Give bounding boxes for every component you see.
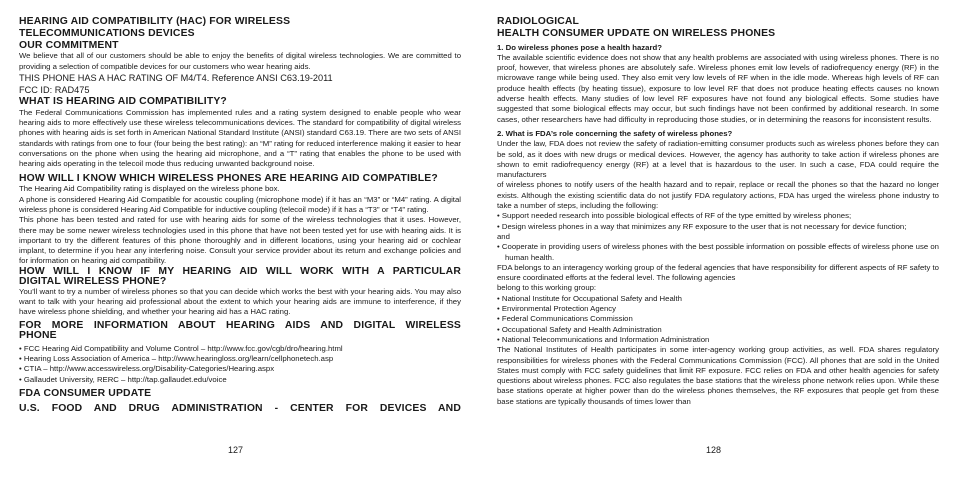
belong-text: belong to this working group: [497, 283, 597, 293]
work-paragraph: You’ll want to try a number of wireless phones so that you can decide which works the best with your hearing aids. You may also want to talk with your hearing aid professional about the extent to which your hearing aids are immune to interference, if they have wireless phone shielding, and whether your hearing aid has a HAC rating. [19, 286, 461, 317]
left-page [19, 16, 461, 414]
how-know-paragraph-2: A phone is considered Hearing Aid Compatible for acoustic coupling (microphone mode) if it has an “M3” or “M4” rating. A digital wireless phone is considered Hearing Aid Compatible for inductive coupling (telecoil mode) if it has a “T3” or “T4” rating. [19, 194, 461, 214]
hac-title-line-1: HEARING AID COMPATIBILITY (HAC) FOR WIRELESS [19, 16, 291, 27]
health-update-heading: HEALTH CONSUMER UPDATE ON WIRELESS PHONES [497, 27, 776, 39]
answer-2-paragraph-2: of wireless phones to notify users of the health hazard and to repair, replace or recall the phones so that the hazard no longer exists. Although the existing scientific data do not justify FDA regulatory actions, FDA has urged the wireless phone industry to take a number of steps, including the following: [497, 180, 939, 211]
more-info-heading-line-2: PHONE [19, 329, 57, 341]
step-item-research: • Support needed research into possible biological effects of RF of the type emitted by wireless phones; [497, 211, 852, 221]
page-number-right: 128 [706, 445, 722, 455]
link-item-fcc: • FCC Hearing Aid Compatibility and Volume Control – http://www.fcc.gov/cgb/dro/hearing.html [19, 343, 343, 353]
work-heading-line-2: DIGITAL WIRELESS PHONE? [19, 275, 167, 287]
radiological-heading: RADIOLOGICAL [497, 16, 580, 27]
commitment-heading: OUR COMMITMENT [19, 39, 119, 51]
what-is-paragraph: The Federal Communications Commission has implemented rules and a rating system designed to enable people who wear hearing aids to more effectively use these wireless telecommunications devices. The standard for compatibility of digital wireless phones with hearing aids is set forth in American National Standard Institute (ANSI) standard C63.19. There are two sets of ANSI standards with ratings from one to four (four being the best rating): an “M” rating for reduced interference making it easier to hear conversations on the phone when using the hearing aid microphone, and a “T” rating that enables the phone to be used with hearing aids operating in the telecoil mode thus reducing unwanted background noise. [19, 107, 461, 169]
question-1: 1. Do wireless phones pose a health hazard? [497, 42, 662, 52]
link-item-gallaudet: • Gallaudet University, RERC – http://tap.gallaudet.edu/voice [19, 374, 227, 384]
how-know-paragraph-3: This phone has been tested and rated for use with hearing aids for some of the wireless technologies that it uses. However, there may be some newer wireless technologies used in this phone that have not been tested yet for use with hearing aids. It is important to try the different features of this phone thoroughly and in different locations, using your hearing aid or cochlear implant, to determine if you hear any interfering noise. Consult your service provider about its return and exchange policies and for information on hearing aid compatibility. [19, 215, 461, 266]
link-item-ctia: • CTIA – http://www.accesswireless.org/Disability-Categories/Hearing.aspx [19, 364, 275, 374]
work-heading-line-1: HOW WILL I KNOW IF MY HEARING AID WILL WORK WITH A PARTICULAR [19, 265, 461, 277]
agency-item-ntia: • National Telecommunications and Information Administration [497, 334, 710, 344]
agency-item-epa: • Environmental Protection Agency [497, 304, 617, 314]
how-know-paragraph-1: The Hearing Aid Compatibility rating is displayed on the wireless phone box. [19, 184, 280, 194]
agency-item-osha: • Occupational Safety and Health Administration [497, 324, 662, 334]
how-know-heading: HOW WILL I KNOW WHICH WIRELESS PHONES ARE HEARING AID COMPATIBLE? [19, 172, 438, 184]
what-is-heading: WHAT IS HEARING AID COMPATIBILITY? [19, 95, 227, 107]
step-item-design: • Design wireless phones in a way that minimizes any RF exposure to the user that is not necessary for device function; [497, 221, 907, 231]
step-item-cooperate: • Cooperate in providing users of wireless phones with the best possible information on possible effects of wireless phone use on human health. [497, 242, 939, 262]
more-info-heading-line-1: FOR MORE INFORMATION ABOUT HEARING AIDS AND DIGITAL WIRELESS [19, 319, 461, 331]
fda-heading: FDA CONSUMER UPDATE [19, 387, 152, 399]
working-group-paragraph: FDA belongs to an interagency working group of the federal agencies that have responsibility for different aspects of RF safety to ensure coordinated efforts at the federal level. The following agencies [497, 262, 939, 283]
hac-rating-text: THIS PHONE HAS A HAC RATING OF M4/T4. Reference ANSI C63.19-2011 [19, 72, 333, 83]
right-page [497, 16, 939, 407]
hac-title-line-2: TELECOMMUNICATIONS DEVICES [19, 27, 195, 39]
nih-paragraph: The National Institutes of Health participates in some inter-agency working group activities, as well. FDA shares regulatory responsibilities for wireless phones with the Federal Communications Commission (FCC). All phones that are sold in the United States must comply with FCC safety guidelines that limit RF exposure. FCC relies on FDA and other health agencies for safety questions about wireless phones. FCC also regulates the base stations that the wireless phone network relies upon. While these base stations operate at higher power than do the wireless phones themselves, the RF exposures that people get from these base stations are typically thousands of times lower than [497, 345, 939, 406]
question-2: 2. What is FDA’s role concerning the safety of wireless phones? [497, 128, 733, 138]
and-text: and [497, 231, 510, 241]
page-number-left: 127 [228, 445, 244, 455]
answer-1: The available scientific evidence does not show that any health problems are associated with using wireless phones. There is no proof, however, that wireless phones are absolutely safe. Wireless phones emit low levels of radiofrequency energy (RF) in the microwave range while being used. They also emit very low levels of RF when in the idle mode. Whereas high levels of RF can produce health effects (by heating tissue), exposure to low level RF that does not produce heating effects causes no known adverse health effects. Many studies of low level RF exposures have not found any biological effects. Some studies have suggested that some biological effects may occur, but such findings have not been confirmed by additional research. In some cases, other researchers have had difficulty in reproducing those studies, or in determining the reasons for inconsistent results. [497, 52, 939, 124]
agency-item-fcc: • Federal Communications Commission [497, 314, 633, 324]
agency-item-niosh: • National Institute for Occupational Safety and Health [497, 293, 682, 303]
answer-2-paragraph-1: Under the law, FDA does not review the safety of radiation-emitting consumer products such as wireless phones before they can be sold, as it does with new drugs or medical devices. However, the agency has authority to take action if wireless phones are shown to emit radiofrequency energy (RF) at a level that is hazardous to the user. In such a case, FDA could require the manufacturers [497, 139, 939, 180]
link-item-hlaa: • Hearing Loss Association of America – http://www.hearingloss.org/learn/cellphonetech.asp [19, 353, 334, 363]
fcc-id-text: FCC ID: RAD475 [19, 84, 90, 95]
fda-subheading: U.S. FOOD AND DRUG ADMINISTRATION - CENTER FOR DEVICES AND [19, 402, 461, 414]
commitment-paragraph: We believe that all of our customers should be able to enjoy the benefits of digital wireless technologies. We are committed to providing a selection of compatible devices for our customers who wear hearing aids. [19, 51, 461, 71]
